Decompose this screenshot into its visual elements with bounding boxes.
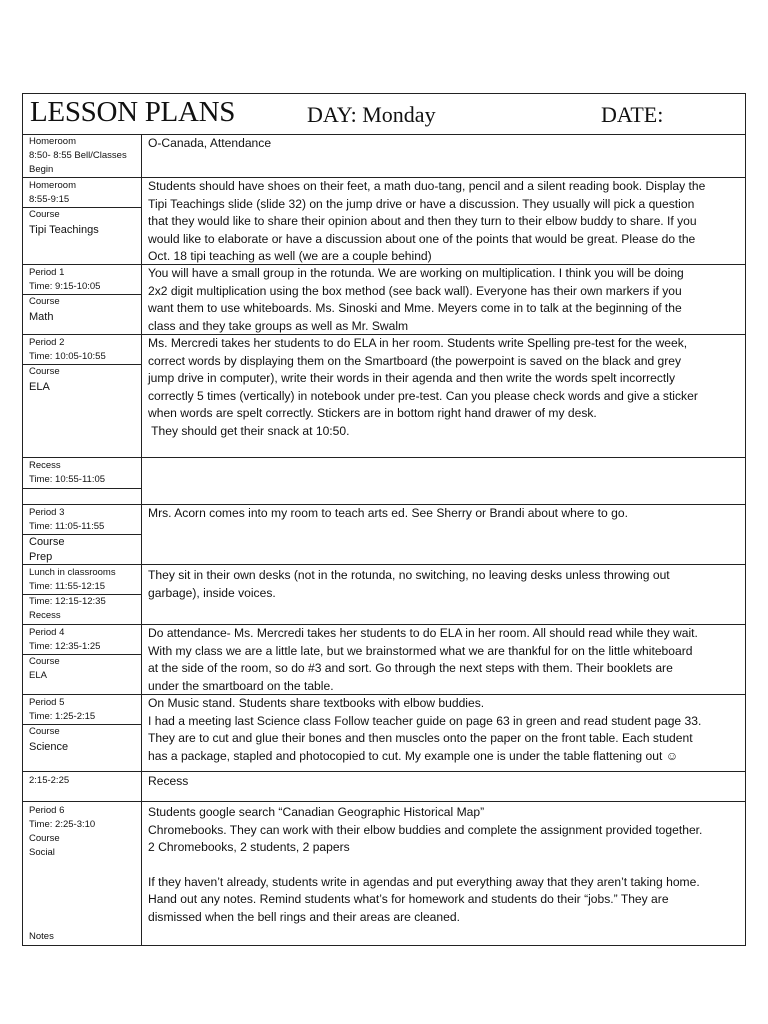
row-lunch (23, 565, 745, 625)
row-period-3 (23, 505, 745, 565)
cell-divider (23, 488, 141, 489)
content-line: correct words by displaying them on the Smartboard (the powerpoint is saved on the black and grey (148, 353, 682, 368)
row-time: 8:55-9:15 (29, 194, 70, 205)
content-line: would like to elaborate or have a discussion about one of the points that would be great. Please do the (148, 231, 696, 246)
row-time: Time: 12:35-1:25 (29, 641, 101, 652)
row-content (148, 625, 740, 695)
course-subject: Math (29, 311, 54, 323)
row-period-1 (23, 265, 745, 335)
row-time: Time: 10:05-10:55 (29, 351, 106, 362)
row-period-6 (23, 802, 745, 946)
row-time: Time: 1:25-2:15 (29, 711, 96, 722)
row-sub-label: Recess (29, 610, 61, 621)
row-recess-morning (23, 458, 745, 505)
course-subject: Tipi Teachings (29, 224, 99, 236)
row-time: Time: 2:25-3:10 (29, 819, 96, 830)
content-line: that they would like to share their opinion about and then they turn to their elbow buddy to share. If you (148, 214, 697, 228)
row-content (148, 804, 740, 926)
day-label: DAY: Monday (307, 102, 436, 127)
content-line: Oct. 18 tipi teaching as well (we are a couple behind) (148, 249, 432, 263)
content-line: O-Canada, Attendance (148, 136, 272, 150)
row-homeroom-opening (23, 134, 745, 178)
page-title: LESSON PLANS (30, 96, 236, 128)
row-time: Time: 10:55-11:05 (29, 474, 106, 485)
row-content (148, 265, 740, 335)
content-line: jump drive in computer), write their words in their agenda and then write the words spelt incorrectly (148, 371, 675, 385)
content-line: They are to cut and glue their bones and then muscles onto the paper on the front table. Each student (148, 731, 693, 745)
content-line: correctly 5 times (vertically) in notebook under pre-test. Can you please check words and give a sticker (148, 388, 698, 403)
content-line: Recess (148, 774, 189, 788)
row-content (148, 135, 740, 153)
row-label: Period 3 (29, 507, 65, 518)
content-line: Tipi Teachings slide (slide 32) on the jump drive or have a discussion. They usually will pick a question (148, 196, 695, 211)
content-line: at the side of the room, so do #3 and sort. Go through the next steps with them. Their booklets are (148, 661, 673, 675)
row-label: Period 6 (29, 805, 65, 816)
course-label: Course (29, 536, 65, 548)
content-line: want them to use whiteboards. Ms. Sinoski and Mme. Meyers come in to talk at the beginning of the (148, 301, 682, 315)
course-label: Course (29, 656, 60, 667)
row-label: Period 5 (29, 697, 65, 708)
course-subject: ELA (29, 381, 50, 393)
course-label: Course (29, 209, 60, 220)
content-line: 2x2 digit multiplication using the box method (see back wall). Everyone has their own markers if you (148, 283, 682, 298)
course-subject: ELA (29, 670, 47, 681)
row-time: Time: 11:05-11:55 (29, 521, 105, 532)
row-label: Homeroom (29, 136, 76, 147)
row-label: Period 4 (29, 627, 65, 638)
row-content (148, 178, 740, 266)
content-line: They should get their snack at 10:50. (148, 423, 350, 438)
paragraph-gap (148, 857, 740, 874)
course-label: Course (29, 366, 60, 377)
row-period-5 (23, 695, 745, 772)
course-label: Course (29, 833, 60, 844)
content-line: Chromebooks. They can work with their elbow buddies and complete the assignment provided together. (148, 822, 703, 837)
row-content (148, 567, 740, 602)
content-line: Do attendance- Ms. Mercredi takes her students to do ELA in her room. All should read while they wait. (148, 626, 698, 640)
content-line: Hand out any notes. Remind students what’s for homework and students do their “jobs.” They are (148, 892, 669, 906)
row-period-4 (23, 625, 745, 695)
content-line: You will have a small group in the rotunda. We are working on multiplication. I think you will be doing (148, 266, 684, 280)
row-time: 8:50- 8:55 Bell/Classes (29, 150, 127, 161)
row-label: Homeroom (29, 180, 76, 191)
content-line: I had a meeting last Science class Follow teacher guide on page 63 in green and read student page 33. (148, 713, 702, 728)
row-time: 2:15-2:25 (29, 775, 70, 786)
row-time-recess: Time: 12:15-12:35 (29, 596, 106, 607)
row-content (148, 773, 740, 791)
course-label: Course (29, 296, 60, 307)
content-line: Mrs. Acorn comes into my room to teach arts ed. See Sherry or Brandi about where to go. (148, 506, 628, 520)
row-label: Recess (29, 460, 61, 471)
row-recess-afternoon (23, 772, 745, 802)
content-line: Students should have shoes on their feet, a math duo-tang, pencil and a silent reading book. Display the (148, 179, 706, 193)
row-time: Time: 9:15-10:05 (29, 281, 101, 292)
table-header (23, 94, 745, 135)
course-subject: Science (29, 741, 69, 753)
row-label: Period 1 (29, 267, 65, 278)
content-line: On Music stand. Students share textbooks with elbow buddies. (148, 696, 485, 710)
content-line: Ms. Mercredi takes her students to do ELA in her room. Students write Spelling pre-test for the week, (148, 336, 688, 350)
content-line: They sit in their own desks (not in the rotunda, no switching, no leaving desks unless throwing out (148, 568, 670, 582)
row-period-2 (23, 335, 745, 458)
content-line: 2 Chromebooks, 2 students, 2 papers (148, 840, 350, 854)
row-time: Time: 11:55-12:15 (29, 581, 106, 592)
course-subject: Social (29, 847, 55, 858)
row-time-cont: Begin (29, 164, 54, 175)
row-label: Period 2 (29, 337, 65, 348)
row-content (148, 505, 740, 523)
notes-label: Notes (29, 931, 54, 942)
content-line: under the smartboard on the table. (148, 678, 334, 693)
row-content (148, 695, 740, 765)
content-line: Students google search “Canadian Geographic Historical Map” (148, 805, 485, 819)
row-label: Lunch in classrooms (29, 567, 116, 578)
row-homeroom-tipi (23, 178, 745, 265)
content-line: garbage), inside voices. (148, 585, 276, 600)
lesson-plan-table (22, 93, 746, 946)
content-line: With my class we are a little late, but we brainstormed what we are thankful for on the little whiteboard (148, 643, 693, 658)
content-line: has a package, stapled and photocopied to cut. My example one is under the table flattening out ☺ (148, 748, 679, 763)
date-label: DATE: (601, 102, 664, 127)
content-line: when words are spelt correctly. Stickers are in bottom right hand drawer of my desk. (148, 406, 597, 420)
course-subject: Prep (29, 551, 53, 563)
course-label: Course (29, 726, 60, 737)
content-line: dismissed when the bell rings and their areas are cleaned. (148, 909, 460, 924)
row-content (148, 335, 740, 440)
content-line: If they haven’t already, students write in agendas and put everything away that they aren’t taking home. (148, 874, 700, 889)
content-line: class and they take groups as well as Mr. Swalm (148, 318, 409, 333)
